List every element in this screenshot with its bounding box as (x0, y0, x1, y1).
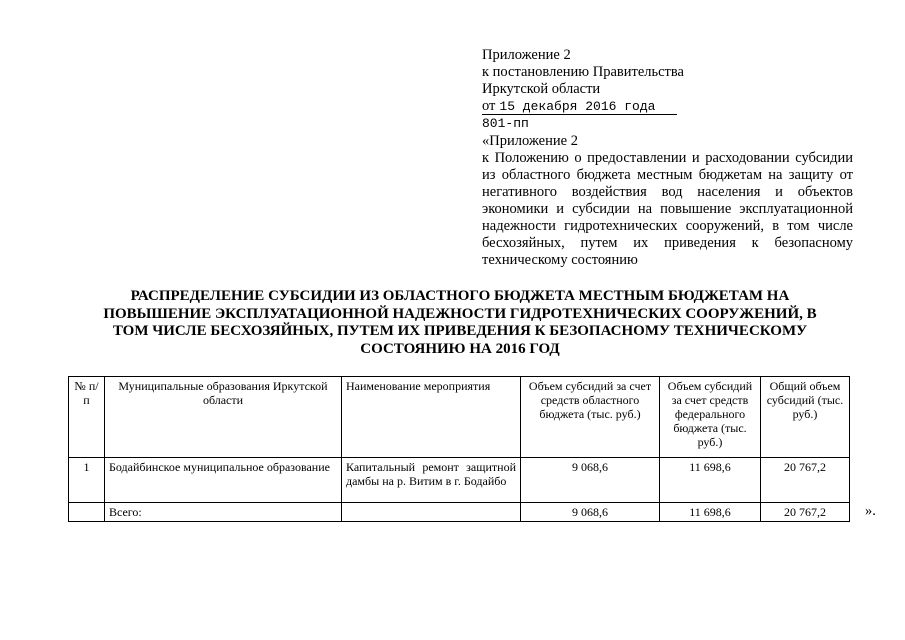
total-number (69, 503, 105, 522)
subsidy-table (68, 376, 850, 522)
appendix-line-3: Иркутской области (482, 81, 601, 97)
row-regional-amount: 9 068,6 (521, 458, 660, 503)
appendix-block (482, 47, 853, 269)
header-federal-budget: Объем субсидий за счет средств федерального бюджета (тыс. руб.) (660, 377, 761, 458)
total-federal-amount: 11 698,6 (660, 503, 761, 522)
appendix-number: 801-пп (482, 116, 529, 131)
date-prefix: от (482, 98, 496, 114)
closing-quote: ». (865, 503, 876, 519)
appendix-line-1: Приложение 2 (482, 47, 571, 63)
total-regional-amount: 9 068,6 (521, 503, 660, 522)
header-municipality: Муниципальные образования Иркутской области (105, 377, 342, 458)
table-row (69, 458, 850, 503)
appendix-date: 15 декабря 2016 года (499, 99, 656, 114)
table-total-row (69, 503, 850, 522)
document-title: РАСПРЕДЕЛЕНИЕ СУБСИДИИ ИЗ ОБЛАСТНОГО БЮДЖЕТА МЕСТНЫМ БЮДЖЕТАМ НА ПОВЫШЕНИЕ ЭКСПЛУАТАЦИОННОЙ НАДЕЖНОСТИ ГИДРОТЕХНИЧЕСКИХ СООРУЖЕНИЙ, В ТОМ ЧИСЛЕ БЕСХОЗЯЙНЫХ, ПУТЕМ ИХ ПРИВЕДЕНИЯ К БЕЗОПАСНОМУ ТЕХНИЧЕСКОМУ СОСТОЯНИЮ НА 2016 ГОД (103, 288, 817, 357)
appendix-line-2: к постановлению Правительства (482, 64, 684, 80)
header-total: Общий объем субсидий (тыс. руб.) (761, 377, 850, 458)
appendix-paragraph: к Положению о предоставлении и расходовании субсидии из областного бюджета местным бюджетам на защиту от негативного воздействия вод населения и объектов экономики и субсидии на повышение эксплуатационной надежности гидротехнических сооружений, в том числе бесхозяйных, путем их приведения к безопасному техническому состоянию (482, 150, 853, 268)
header-regional-budget: Объем субсидий за счет средств областного бюджета (тыс. руб.) (521, 377, 660, 458)
row-total-amount: 20 767,2 (761, 458, 850, 503)
header-event: Наименование мероприятия (342, 377, 521, 458)
header-number: № п/п (69, 377, 105, 458)
appendix-date-line (482, 98, 853, 115)
date-underline (482, 114, 677, 115)
row-federal-amount: 11 698,6 (660, 458, 761, 503)
row-number: 1 (69, 458, 105, 503)
row-event: Капитальный ремонт защитной дамбы на р. Витим в г. Бодайбо (342, 458, 521, 503)
total-event (342, 503, 521, 522)
table-header-row (69, 377, 850, 458)
row-municipality: Бодайбинское муниципальное образование (105, 458, 342, 503)
total-amount: 20 767,2 (761, 503, 850, 522)
total-label: Всего: (105, 503, 342, 522)
appendix-line-5: «Приложение 2 (482, 133, 578, 149)
